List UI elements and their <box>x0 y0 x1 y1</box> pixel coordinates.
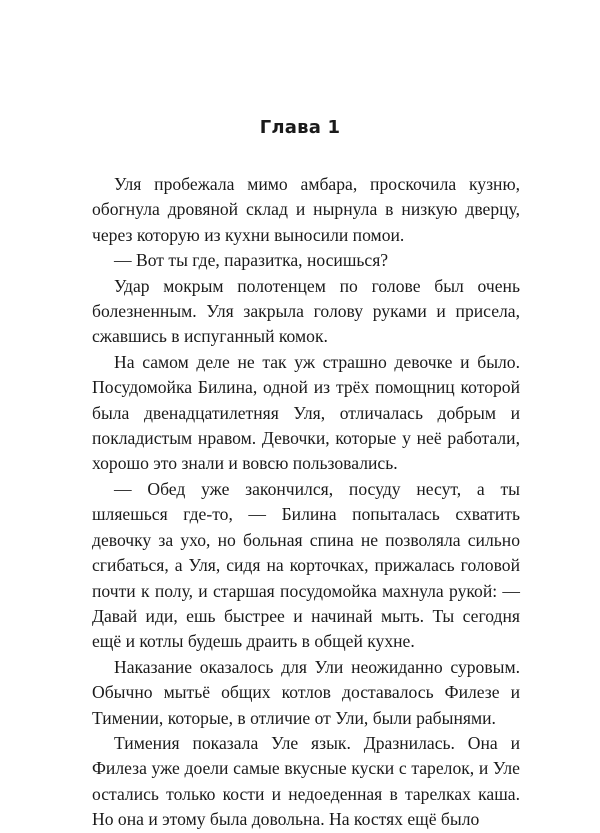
paragraph: На самом деле не так уж страшно девочке и было. Посудомойка Билина, одной из трёх помощниц которой была двенадцатилетняя Уля, отличалась добрым и покладистым нравом. Девочки, которые у неё работали, хорошо это знали и вовсю пользовались. <box>92 351 520 474</box>
paragraph: Тимения показала Уле язык. Дразнилась. Она и Филеза уже доели самые вкусные куски с тарелок, и Уле остались только кости и недоеденная в тарелках каша. Но она и этому была довольна. На костях ещё было <box>92 732 520 830</box>
paragraph: Удар мокрым полотенцем по голове был очень болезненным. Уля закрыла голову руками и присела, сжавшись в испуганный комок. <box>92 275 520 347</box>
paragraph: Наказание оказалось для Ули неожиданно суровым. Обычно мытьё общих котлов доставалось Филезе и Тимении, которые, в отличие от Ули, были рабынями. <box>92 656 520 728</box>
chapter-body <box>92 172 520 833</box>
paragraph: — Обед уже закончился, посуду несут, а ты шляешься где-то, — Билина попыталась схватить девочку за ухо, но больная спина не позволяла сильно сгибаться, а Уля, сидя на корточках, прижалась головой почти к полу, и старшая посудомойка махнула рукой: — Давай иди, ешь быстрее и начинай мыть. Ты сегодня ещё и котлы будешь драить в общей кухне. <box>92 478 520 652</box>
chapter-title: Глава 1 <box>259 117 341 138</box>
paragraph: — Вот ты где, паразитка, носишься? <box>114 250 389 271</box>
paragraph: Уля пробежала мимо амбара, проскочила кузню, обогнула дровяной склад и нырнула в низкую дверцу, через которую из кухни выносили помои. <box>92 174 520 245</box>
